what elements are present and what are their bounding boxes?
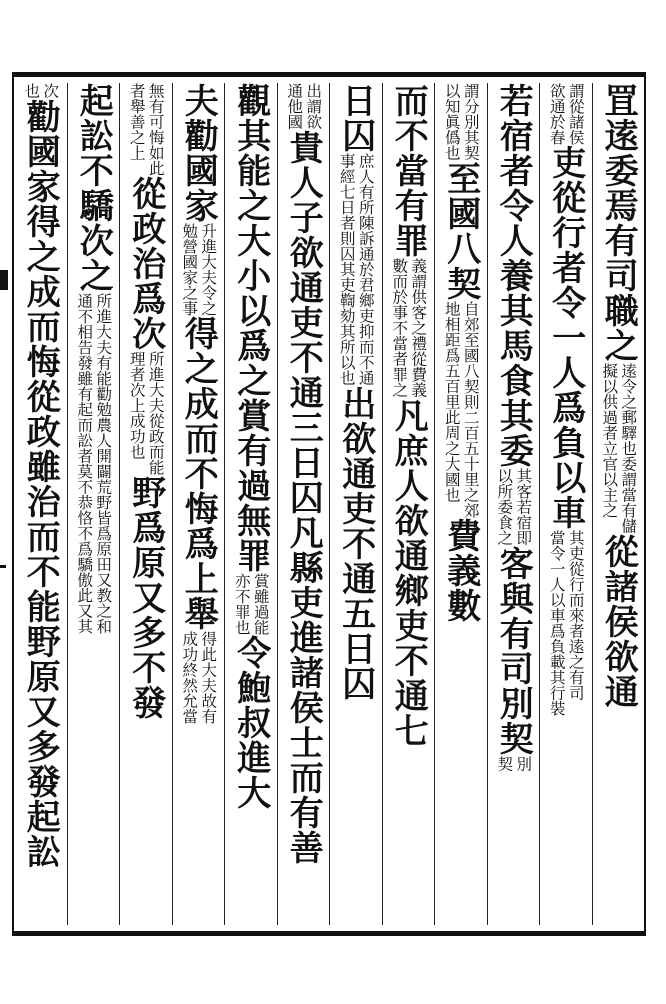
main-text: 吏從行者令一人爲負以車 <box>545 145 586 530</box>
main-text: 至國八契 <box>440 160 481 301</box>
text-column <box>592 83 645 925</box>
main-text: 夫勸國家 <box>178 83 219 223</box>
text-column <box>67 83 120 925</box>
binding-edge-mark <box>0 270 8 290</box>
main-text: 客與有司別契 <box>493 545 534 756</box>
annotation-block <box>21 83 59 99</box>
annotation-line: 成功終然允當 <box>180 631 199 724</box>
annotation-line: 無有可悔如此 <box>146 83 165 176</box>
annotation-line: 其客若宿即 <box>514 468 533 546</box>
text-column <box>119 83 172 925</box>
annotation-line: 出謂欲 <box>304 83 323 130</box>
text-frame <box>12 72 646 936</box>
annotation-line: 勉營國家之事 <box>180 223 199 316</box>
main-text: 凡庶人欲通鄉吏不通七 <box>388 397 429 748</box>
annotation-line: 事經七日者則囚其吏鞫劾其所以也 <box>337 153 356 386</box>
text-column <box>434 83 487 925</box>
annotation-block <box>74 293 112 634</box>
main-text: 而不當有罪 <box>388 83 429 258</box>
main-text: 從諸侯欲通 <box>598 533 639 709</box>
annotation-block <box>127 351 165 475</box>
annotation-line: 擬以供過者立官以主之 <box>600 363 619 518</box>
annotation-block <box>442 83 480 161</box>
binding-edge-tick <box>0 565 6 568</box>
main-text: 日囚 <box>335 83 376 153</box>
main-text: 出欲通吏不通五日囚 <box>335 385 376 701</box>
text-column <box>277 83 330 925</box>
annotation-line: 當令一人以車爲負載其行裝 <box>547 530 566 716</box>
annotation-block <box>232 573 270 635</box>
annotation-block <box>547 83 585 145</box>
main-text: 從政治爲次 <box>125 176 166 351</box>
annotation-line: 賞雖過能 <box>251 573 270 635</box>
annotation-block <box>179 631 217 724</box>
annotation-line: 以所委食之 <box>495 468 514 546</box>
annotation-line: 通不相告發雖有起而訟者莫不恭恪不爲驕傲此又其 <box>75 293 94 634</box>
annotation-line: 庶人有所陳訴通於君鄉吏抑而不通 <box>356 153 375 386</box>
main-text: 勸國家得之成而悔從政雖治而不能野原又多發起訟 <box>20 98 61 869</box>
main-text: 若宿者令人養其馬食其委 <box>493 83 534 468</box>
main-text: 罝逺委焉有司職之 <box>598 83 639 363</box>
text-column <box>224 83 277 925</box>
text-column <box>539 83 592 925</box>
annotation-block <box>337 153 375 386</box>
annotation-line: 其吏從行而來者逺之有司 <box>566 530 585 701</box>
text-column <box>14 83 67 925</box>
annotation-line: 謂分別其契 <box>461 83 480 161</box>
annotation-line: 升進大夫令之 <box>199 223 218 316</box>
annotation-block <box>179 223 217 316</box>
main-text: 起訟不驕次之 <box>73 83 114 293</box>
annotation-line: 亦不罪也 <box>232 573 251 635</box>
annotation-block <box>547 530 585 716</box>
text-column <box>487 83 540 925</box>
annotation-line: 也 <box>22 83 41 99</box>
annotation-line: 所進大夫有能勸勉農人開闢荒野皆爲原田又教之和 <box>94 293 113 634</box>
annotation-line: 逺令之郵驛也委謂當有儲 <box>619 363 638 534</box>
annotation-line: 以知眞僞也 <box>442 83 461 161</box>
annotation-line: 義謂供客之禮從費義 <box>409 258 428 398</box>
main-text: 費義數 <box>440 517 481 623</box>
annotation-line: 數而於事不當者罪之 <box>390 258 409 398</box>
annotation-block <box>599 363 637 534</box>
main-text: 令鮑叔進大 <box>230 635 271 810</box>
annotation-line: 者舉善之上 <box>127 83 146 161</box>
annotation-line: 理者次上成功也 <box>127 351 146 460</box>
annotation-line: 地相距爲五百里此周之大國也 <box>442 300 461 502</box>
annotation-line: 別 <box>514 755 533 771</box>
annotation-block <box>284 83 322 130</box>
main-text: 得之成而不悔爲上舉 <box>178 316 219 631</box>
annotation-block <box>494 756 532 772</box>
annotation-line: 次 <box>41 83 60 99</box>
main-text: 貴人子欲通吏不通三日囚凡縣吏進諸侯士而有善 <box>283 129 324 865</box>
annotation-block <box>389 258 427 398</box>
annotation-line: 所進大夫從政而能 <box>146 351 165 475</box>
text-column <box>329 83 382 925</box>
annotation-line: 通他國 <box>285 83 304 130</box>
main-text: 野爲原又多不發 <box>125 475 166 720</box>
annotation-line: 自郊至國八契則二百五十里之郊 <box>461 300 480 518</box>
annotation-line: 得此大夫故有 <box>199 631 218 724</box>
annotation-block <box>442 301 480 518</box>
text-column <box>172 83 225 925</box>
annotation-line: 契 <box>495 755 514 771</box>
annotation-block <box>127 83 165 176</box>
annotation-block <box>494 468 532 546</box>
annotation-line: 欲通於春 <box>547 83 566 145</box>
annotation-line: 謂從諸侯 <box>566 83 585 145</box>
text-column <box>382 83 435 925</box>
main-text: 觀其能之大小以爲之賞有過無罪 <box>230 83 271 573</box>
